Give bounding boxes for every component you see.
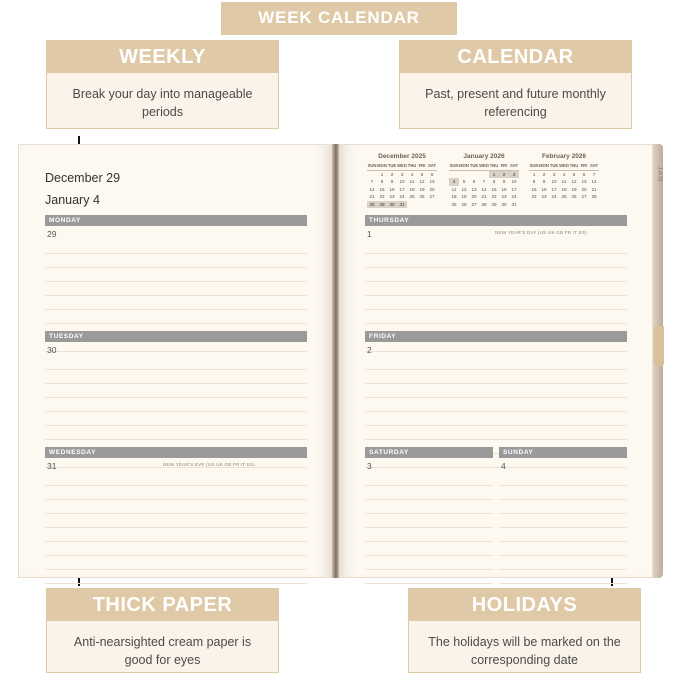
mini-calendar-day: 5 (572, 171, 576, 177)
day-number-saturday: 3 (367, 461, 372, 471)
mini-calendar-day: 22 (531, 194, 537, 200)
callout-thick-paper-title: THICK PAPER (46, 588, 279, 621)
mini-calendar-dow: WED (397, 163, 407, 169)
mini-calendar-day (459, 170, 469, 178)
mini-calendar-january-title: January 2026 (463, 153, 505, 160)
mini-calendar-day: 3 (509, 170, 519, 178)
mini-calendar-day: 25 (451, 201, 457, 207)
callout-thick-paper (46, 588, 279, 673)
mini-calendar-day: 11 (451, 186, 457, 192)
mini-calendar-dow: WED (559, 163, 569, 169)
mini-calendar-dow: SAT (589, 163, 599, 169)
mini-calendar-day: 6 (472, 179, 476, 185)
callout-thick-paper-text: Anti-nearsighted cream paper is good for eyes (46, 621, 279, 673)
mini-calendar-dow: THU (569, 163, 579, 169)
mini-calendar-december-title: December 2025 (378, 153, 426, 160)
mini-calendar-day: 12 (571, 179, 577, 185)
mini-calendar-day: 7 (482, 179, 486, 185)
book-spine (332, 144, 339, 578)
mini-calendar-day: 7 (592, 171, 596, 177)
bookmark-ribbon (654, 326, 664, 366)
mini-calendar-day (559, 201, 569, 209)
mini-calendar-day (569, 201, 579, 209)
callout-holidays-text: The holidays will be marked on the corresponding date (408, 621, 641, 673)
mini-calendar-day: 15 (491, 186, 497, 192)
mini-calendar-day: 22 (491, 194, 497, 200)
mini-calendar-day: 9 (390, 179, 394, 185)
mini-calendar-day: 29 (491, 201, 497, 207)
mini-calendar-dow: THU (489, 163, 499, 169)
mini-calendar-day: 6 (430, 171, 434, 177)
mini-calendar-day: 13 (581, 179, 587, 185)
mini-calendar-day: 26 (571, 194, 577, 200)
mini-calendar-day: 28 (481, 201, 487, 207)
mini-calendar-day: 8 (532, 179, 536, 185)
day-number-sunday: 4 (501, 461, 506, 471)
mini-calendar-day: 19 (419, 186, 425, 192)
planner-page-right (339, 144, 653, 578)
mini-calendar-day: 20 (429, 186, 435, 192)
month-tab-label: JAN (656, 166, 663, 183)
mini-calendar-day: 10 (399, 179, 405, 185)
mini-calendar-day: 25 (561, 194, 567, 200)
mini-calendar-dow: TUE (549, 163, 559, 169)
mini-calendar-day: 5 (462, 179, 466, 185)
mini-calendar-dow: TUE (469, 163, 479, 169)
mini-calendar-day: 27 (581, 194, 587, 200)
callout-calendar (399, 40, 632, 129)
day-number-tuesday: 30 (47, 345, 57, 355)
mini-calendar-day: 12 (419, 179, 425, 185)
mini-calendar-day: 21 (591, 186, 597, 192)
mini-calendar-day: 19 (461, 194, 467, 200)
mini-calendar-day: 20 (581, 186, 587, 192)
mini-calendar-day: 16 (501, 186, 507, 192)
mini-calendar-day: 3 (552, 171, 556, 177)
mini-calendar-february-title: February 2026 (541, 153, 587, 160)
mini-calendar-december-grid (367, 162, 437, 208)
mini-calendar-day: 4 (410, 171, 414, 177)
mini-calendar-day: 27 (471, 201, 477, 207)
mini-calendar-day: 14 (369, 186, 375, 192)
mini-calendar-day: 18 (451, 194, 457, 200)
mini-calendar-day: 23 (541, 194, 547, 200)
mini-calendar-day: 27 (429, 194, 435, 200)
mini-calendar-day: 24 (399, 194, 405, 200)
mini-calendar-day: 4 (562, 171, 566, 177)
mini-calendar-day: 30 (387, 201, 397, 209)
mini-calendar-day: 21 (369, 194, 375, 200)
mini-calendar-day: 8 (380, 179, 384, 185)
mini-calendar-day: 2 (499, 170, 509, 178)
mini-calendar-day: 10 (511, 179, 517, 185)
callout-weekly (46, 40, 279, 129)
mini-calendar-dow: SAT (427, 163, 437, 169)
mini-calendar-dow: SUN (449, 163, 459, 169)
mini-calendar-day: 16 (541, 186, 547, 192)
mini-calendar-dow: MON (459, 163, 469, 169)
mini-calendar-day (449, 170, 459, 178)
day-label-saturday: SATURDAY (365, 447, 493, 458)
day-number-thursday: 1 (367, 229, 372, 239)
mini-calendar-day: 24 (511, 194, 517, 200)
mini-calendar-day (367, 170, 377, 178)
mini-calendar-february-grid (529, 162, 599, 208)
page-title: WEEK CALENDAR (221, 2, 457, 35)
day-label-sunday: SUNDAY (499, 447, 627, 458)
mini-calendar-december (367, 153, 437, 208)
mini-calendar-day: 15 (379, 186, 385, 192)
day-number-friday: 2 (367, 345, 372, 355)
mini-calendar-day: 30 (501, 201, 507, 207)
mini-calendar-day: 13 (471, 186, 477, 192)
mini-calendar-dow: SAT (509, 163, 519, 169)
callout-weekly-text: Break your day into manageable periods (46, 73, 279, 129)
planner-page-left (18, 144, 332, 578)
mini-calendar-january (449, 153, 519, 208)
mini-calendar-dow: MON (539, 163, 549, 169)
mini-calendar-january-grid (449, 162, 519, 208)
mini-calendar-day: 5 (420, 171, 424, 177)
mini-calendar-day (529, 201, 539, 209)
callout-holidays-title: HOLIDAYS (408, 588, 641, 621)
mini-calendar-day: 13 (429, 179, 435, 185)
mini-calendar-day: 31 (511, 201, 517, 207)
mini-calendar-day: 2 (390, 171, 394, 177)
mini-calendar-day: 11 (409, 179, 415, 185)
week-end-date: January 4 (45, 193, 100, 207)
mini-calendar-dow: FRI (580, 163, 588, 169)
day-label-thursday: THURSDAY (365, 215, 627, 226)
mini-calendar-day: 9 (542, 179, 546, 185)
mini-calendar-day: 1 (489, 170, 499, 178)
mini-calendar-day: 11 (561, 179, 567, 185)
mini-calendar-day: 22 (379, 194, 385, 200)
mini-calendar-day: 29 (377, 201, 387, 209)
mini-calendar-day: 17 (399, 186, 405, 192)
mini-calendar-day: 28 (367, 201, 377, 209)
mini-calendar-day (579, 201, 589, 209)
mini-calendar-dow: FRI (500, 163, 508, 169)
holiday-note-wednesday: NEW YEAR'S EVE (US UK GB FR IT ES) (163, 462, 255, 467)
mini-calendar-day: 25 (409, 194, 415, 200)
mini-calendar-day: 17 (511, 186, 517, 192)
mini-calendar-day: 12 (461, 186, 467, 192)
writing-lines-sunday (499, 472, 627, 584)
day-label-friday: FRIDAY (365, 331, 627, 342)
mini-calendar-day: 19 (571, 186, 577, 192)
writing-lines-wednesday (45, 472, 307, 584)
mini-calendar-day: 3 (400, 171, 404, 177)
callout-weekly-title: WEEKLY (46, 40, 279, 73)
mini-calendar-day: 28 (591, 194, 597, 200)
mini-calendar-day (469, 170, 479, 178)
mini-calendar-day: 26 (419, 194, 425, 200)
mini-calendar-day: 24 (551, 194, 557, 200)
callout-holidays (408, 588, 641, 673)
day-number-monday: 29 (47, 229, 57, 239)
mini-calendar-day: 26 (461, 201, 467, 207)
mini-calendar-day (479, 170, 489, 178)
mini-calendar-day: 15 (531, 186, 537, 192)
mini-calendar-day (549, 201, 559, 209)
mini-calendar-day: 8 (492, 179, 496, 185)
day-label-tuesday: TUESDAY (45, 331, 307, 342)
mini-calendar-dow: SUN (529, 163, 539, 169)
day-number-wednesday: 31 (47, 461, 57, 471)
mini-calendar-day: 10 (551, 179, 557, 185)
mini-calendar-day: 18 (561, 186, 567, 192)
mini-calendar-day: 4 (449, 178, 459, 186)
mini-calendar-day: 7 (370, 179, 374, 185)
mini-calendar-day: 2 (542, 171, 546, 177)
planner-spread (18, 144, 663, 578)
mini-calendar-day: 20 (471, 194, 477, 200)
callout-calendar-text: Past, present and future monthly referencing (399, 73, 632, 129)
mini-calendar-day (539, 201, 549, 209)
mini-calendar-day: 9 (502, 179, 506, 185)
mini-calendar-dow: THU (407, 163, 417, 169)
mini-calendar-day (407, 201, 417, 209)
mini-calendar-february (529, 153, 599, 208)
mini-calendar-day: 17 (551, 186, 557, 192)
mini-calendar-dow: SUN (367, 163, 377, 169)
mini-calendar-dow: WED (479, 163, 489, 169)
mini-calendar-day (589, 201, 599, 209)
mini-calendar-day (427, 201, 437, 209)
mini-calendar-day: 16 (389, 186, 395, 192)
mini-calendar-day: 23 (389, 194, 395, 200)
mini-calendar-day: 6 (582, 171, 586, 177)
mini-calendar-day: 14 (591, 179, 597, 185)
mini-calendar-day: 21 (481, 194, 487, 200)
holiday-note-thursday: NEW YEAR'S DAY (US UK GB FR IT ES) (495, 230, 587, 235)
mini-calendar-day: 1 (532, 171, 536, 177)
mini-calendar-dow: TUE (387, 163, 397, 169)
mini-calendar-day (417, 201, 427, 209)
mini-calendar-dow: FRI (418, 163, 426, 169)
week-start-date: December 29 (45, 171, 121, 185)
mini-calendar-day: 14 (481, 186, 487, 192)
mini-calendar-day: 18 (409, 186, 415, 192)
mini-calendar-dow: MON (377, 163, 387, 169)
mini-calendar-day: 1 (380, 171, 384, 177)
writing-lines-saturday (365, 472, 493, 584)
mini-calendar-day: 31 (397, 201, 407, 209)
callout-calendar-title: CALENDAR (399, 40, 632, 73)
day-label-monday: MONDAY (45, 215, 307, 226)
mini-calendar-day: 23 (501, 194, 507, 200)
day-label-wednesday: WEDNESDAY (45, 447, 307, 458)
